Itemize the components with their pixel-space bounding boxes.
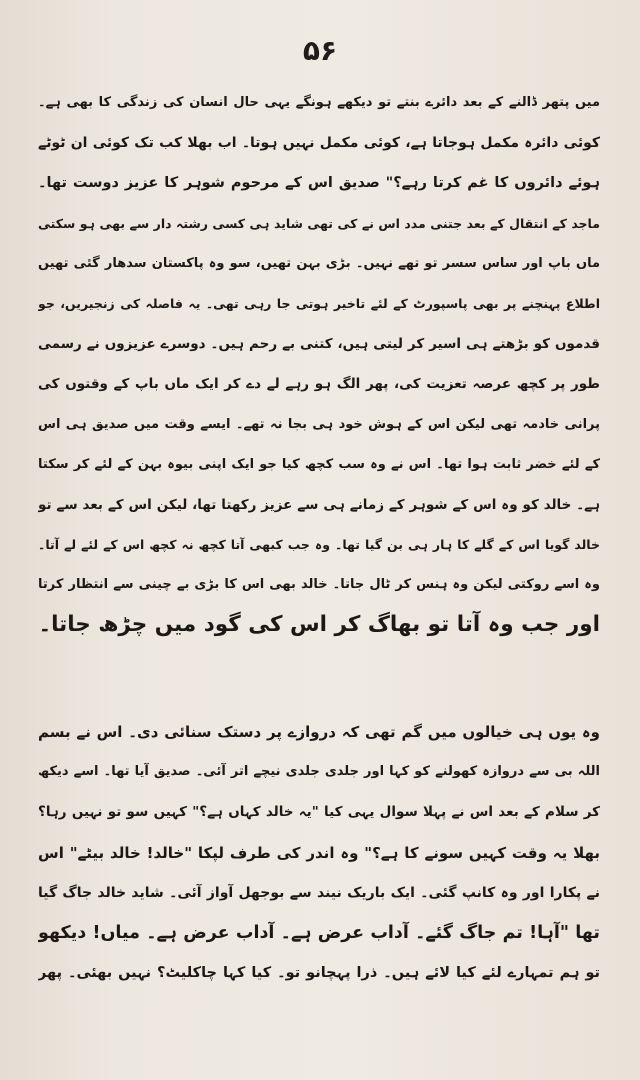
paragraph-1 bbox=[38, 83, 600, 646]
text-line: کوئی دائرہ مکمل ہوجاتا ہے، کوئی مکمل نہیں ہوتا۔ اب بھلا کب تک کوئی ان ٹوٹے bbox=[38, 135, 600, 152]
text-line: ہے۔ خالد کو وہ اس کے شوہر کے زمانے ہی سے عزیز رکھتا تھا، لیکن اس کے بعد سے تو bbox=[38, 496, 600, 513]
text-line: ماجد کے انتقال کے بعد جتنی مدد اس نے کی تھی شاید ہی کسی رشتہ دار سے بھی ہو سکتی bbox=[38, 215, 600, 231]
text-line: اطلاع پہنچنے پر بھی پاسپورٹ کے لئے تاخیر ہوتی جا رہی تھی۔ یہ فاصلہ کی زنجیریں، جو bbox=[38, 295, 600, 311]
text-line: قدموں کو بڑھتے ہی اسیر کر لیتی ہیں، کتنی بے رحم ہیں۔ دوسرے عزیزوں نے رسمی bbox=[38, 336, 600, 353]
text-line: نے پکارا اور وہ کانپ گئی۔ ایک باریک نیند سے بوجھل آواز آئی۔ شاید خالد جاگ گیا bbox=[38, 884, 600, 901]
text-line: کر سلام کے بعد اس نے پہلا سوال یہی کیا "یہ خالد کہاں ہے؟" کہیں سو تو نہیں رہا؟ bbox=[38, 804, 600, 821]
text-line: اور جب وہ آتا تو بھاگ کر اس کی گود میں چڑھ جاتا۔ bbox=[38, 612, 600, 638]
text-line: وہ یوں ہی خیالوں میں گم تھی کہ دروازے پر دستک سنائی دی۔ اس نے بسم bbox=[38, 723, 600, 741]
text-line: ماں باپ اور ساس سسر تو تھے نہیں۔ بڑی بہن تھیں، سو وہ پاکستان سدھار گئی تھیں bbox=[38, 255, 600, 271]
text-line: کے لئے خضر ثابت ہوا تھا۔ اس نے وہ سب کچھ کیا جو ایک اپنی بیوہ بہن کے لئے کر سکتا bbox=[38, 456, 600, 472]
text-line: اللہ بی سے دروازہ کھولنے کو کہا اور جلدی جلدی نیچے اتر آئی۔ صدیق آیا تھا۔ اسے دیکھ bbox=[38, 764, 600, 780]
text-line: طور پر کچھ عرصہ تعزیت کی، پھر الگ ہو رہے لے دے کر ایک ماں باپ کے وقتوں کی bbox=[38, 376, 600, 393]
text-line: بھلا یہ وقت کہیں سونے کا ہے؟" وہ اندر کی طرف لپکا "خالد! خالد بیٹے" اس bbox=[38, 843, 600, 862]
paragraph-2 bbox=[38, 712, 600, 993]
text-line: ہوئے دائروں کا غم کرتا رہے؟" صدیق اس کے مرحوم شوہر کا عزیز دوست تھا۔ bbox=[38, 175, 600, 192]
text-line: تھا "آہا! تم جاگ گئے۔ آداب عرض ہے۔ آداب عرض ہے۔ میاں! دیکھو bbox=[38, 922, 600, 943]
text-line: میں پتھر ڈالنے کے بعد دائرے بنتے تو دیکھے ہونگے یہی حال انسان کی زندگی کا بھی ہے۔ bbox=[38, 95, 600, 110]
text-line: وہ اسے روکتی لیکن وہ ہنس کر ٹال جاتا۔ خالد بھی اس کا بڑی بے چینی سے انتظار کرتا bbox=[38, 577, 600, 593]
text-line: تو ہم تمہارے لئے کیا لائے ہیں۔ ذرا پہچانو تو۔ کیا کہا چاکلیٹ؟ نہیں بھئی۔ پھر bbox=[38, 965, 600, 982]
text-line: خالد گویا اس کے گلے کا ہار ہی بن گیا تھا۔ وہ جب کبھی آتا کچھ نہ کچھ اس کے لئے لے آتا۔ bbox=[38, 537, 600, 553]
page-number: ۵۶ bbox=[302, 34, 338, 67]
text-line: پرانی خادمہ تھی لیکن اس کے ہوش خود ہی بجا نہ تھے۔ ایسے وقت میں صدیق ہی اس bbox=[38, 416, 600, 432]
